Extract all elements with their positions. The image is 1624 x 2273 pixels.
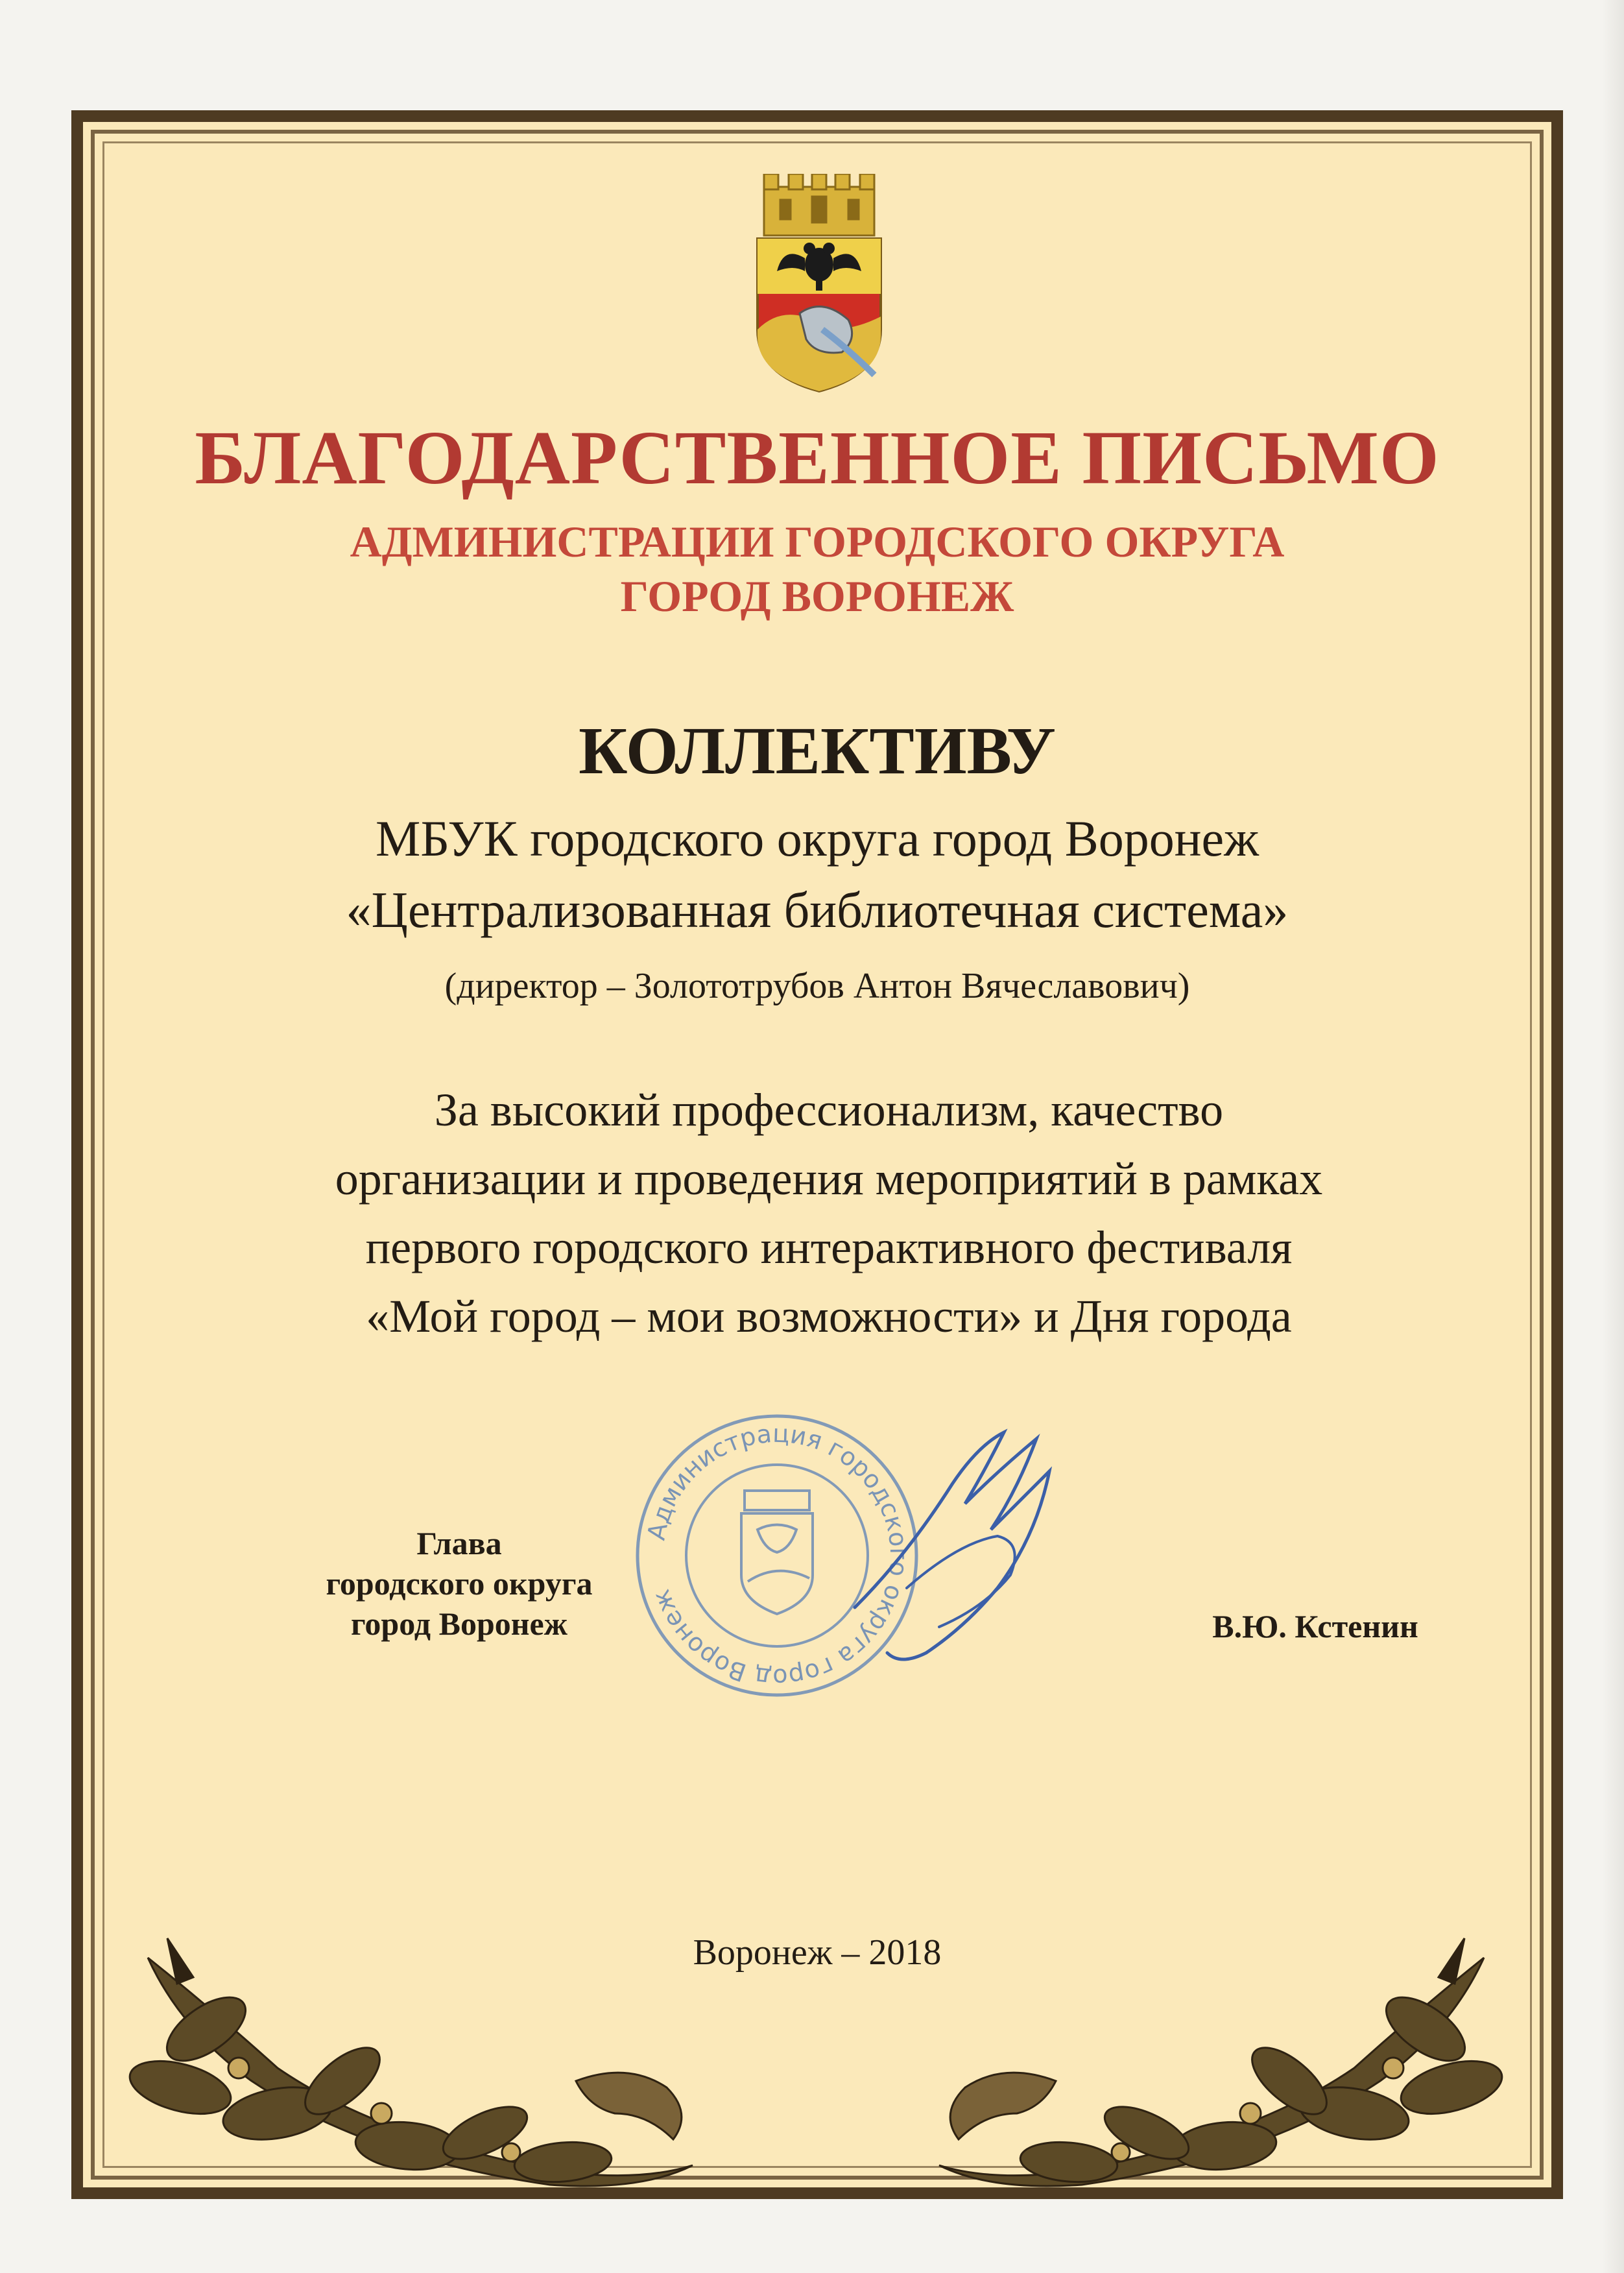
reason-line: «Мой город – мои возможности» и Дня города xyxy=(366,1290,1292,1342)
recipient-director: (директор – Золототрубов Антон Вячеславович) xyxy=(444,966,1190,1006)
reason-line: организации и проведения мероприятий в рамках xyxy=(335,1153,1323,1205)
signatory-title xyxy=(265,1523,654,1644)
recipient-org-line: МБУК городского округа город Воронеж xyxy=(376,810,1259,867)
document-subtitle xyxy=(83,514,1551,623)
reason-line: За высокий профессионализм, качество xyxy=(434,1084,1224,1136)
paper-edge xyxy=(1602,0,1624,2273)
signatory-title-line: городского округа xyxy=(326,1565,593,1602)
signatory-title-line: город Воронеж xyxy=(350,1606,568,1642)
place-and-year: Воронеж – 2018 xyxy=(693,1932,942,1973)
certificate-content xyxy=(83,122,1551,2187)
oak-laurel-ornament-icon xyxy=(109,1919,758,2191)
document-title: БЛАГОДАРСТВЕННОЕ ПИСЬМО xyxy=(195,415,1440,500)
subtitle-line: АДМИНИСТРАЦИИ ГОРОДСКОГО ОКРУГА xyxy=(350,517,1285,566)
signatory-name: В.Ю. Кстенин xyxy=(1212,1608,1418,1644)
signatory-title-line: Глава xyxy=(416,1525,502,1561)
stamp-text: Администрация городского округа город Воронеж xyxy=(641,1419,914,1692)
coat-of-arms-icon xyxy=(745,174,894,394)
oak-laurel-ornament-icon xyxy=(874,1919,1523,2191)
signature-mark xyxy=(829,1393,1075,1692)
reason-text xyxy=(245,1076,1413,1351)
recipient-heading: КОЛЛЕКТИВУ xyxy=(579,714,1056,788)
reason-line: первого городского интерактивного фестиваля xyxy=(365,1221,1293,1273)
subtitle-line: ГОРОД ВОРОНЕЖ xyxy=(620,571,1014,621)
certificate xyxy=(71,110,1563,2199)
recipient-org-line: «Централизованная библиотечная система» xyxy=(346,882,1289,938)
